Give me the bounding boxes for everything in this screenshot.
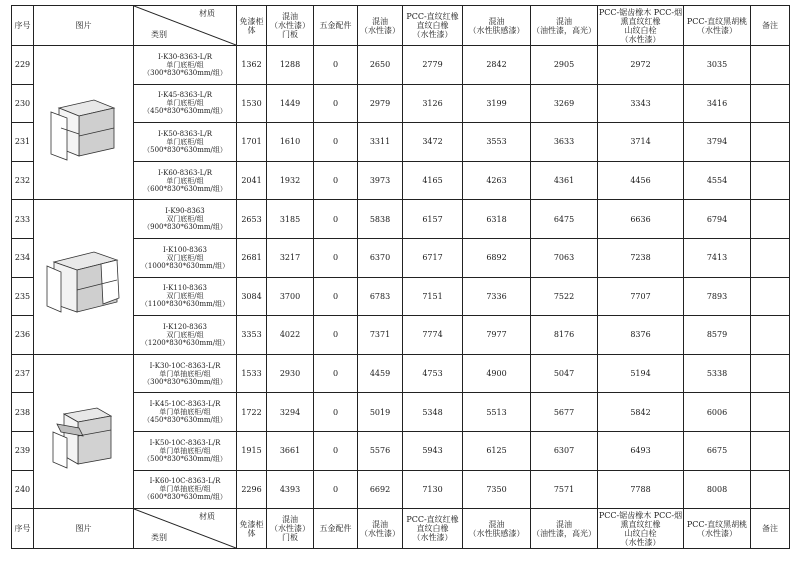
remark-cell xyxy=(751,470,790,509)
mixed-oil-price: 6307 xyxy=(531,431,598,470)
header-mixed-oil-bottom-line: 混油 xyxy=(556,519,572,529)
product-description xyxy=(134,200,237,239)
paint-free-price: 2296 xyxy=(237,470,267,509)
header-pcc-red-oak-bottom-line: PCC-直纹红橡 xyxy=(406,515,459,525)
mixed-skin-price: 7350 xyxy=(463,470,531,509)
remark-cell xyxy=(751,84,790,123)
pcc-red-oak-price: 7151 xyxy=(403,277,463,316)
mixed-skin-price: 6892 xyxy=(463,238,531,277)
product-description xyxy=(134,393,237,432)
hardware-price: 0 xyxy=(314,431,358,470)
product-code: I-K60-8363-L/R xyxy=(157,168,213,177)
row-seq: 231 xyxy=(12,123,34,162)
product-image-cell xyxy=(34,200,134,354)
product-code: I-K100-8363 xyxy=(163,245,207,254)
paint-free-price: 2041 xyxy=(237,161,267,200)
header-paint-free-bottom xyxy=(237,509,267,549)
mixed-skin-price: 3199 xyxy=(463,84,531,123)
product-code: I-K45-10C-8363-L/R xyxy=(149,400,221,409)
header-image-bottom xyxy=(34,509,134,549)
mixed-oil-price: 7522 xyxy=(531,277,598,316)
remark-cell xyxy=(751,200,790,239)
remark-cell xyxy=(751,354,790,393)
mixed-oil-price: 7063 xyxy=(531,238,598,277)
header-mixed-water-bottom xyxy=(358,509,403,549)
header-seq-top xyxy=(12,6,34,46)
remark-cell xyxy=(751,161,790,200)
header-pcc-red-oak-bottom-line: 直纹白橡 xyxy=(416,524,449,534)
header-mixed-water-top-line: 混油 xyxy=(372,16,388,26)
product-type: 单门底柜/组 xyxy=(166,99,204,108)
paint-free-price: 2653 xyxy=(237,200,267,239)
pcc-red-oak-price: 6157 xyxy=(403,200,463,239)
mixed-oil-price: 6475 xyxy=(531,200,598,239)
mixed-door-price: 3185 xyxy=(267,200,314,239)
drawer-base-cabinet-icon xyxy=(39,386,129,476)
product-code: I-K30-8363-L/R xyxy=(157,52,213,61)
header-row-bottom xyxy=(12,509,790,549)
mixed-water-price: 5838 xyxy=(358,200,403,239)
header-mixed-door-top-line: 门板 xyxy=(282,30,298,39)
mixed-skin-price: 4263 xyxy=(463,161,531,200)
pcc-oak-price: 4456 xyxy=(598,161,684,200)
header-mixed-water-bottom-line: （水性漆） xyxy=(360,528,400,538)
header-mixed-door-bottom xyxy=(267,509,314,549)
header-category-material-bottom xyxy=(134,509,237,549)
paint-free-price: 1915 xyxy=(237,431,267,470)
header-material-label: 材质 xyxy=(199,9,215,18)
paint-free-price: 2681 xyxy=(237,238,267,277)
pcc-walnut-price: 6794 xyxy=(684,200,751,239)
header-pcc-oak-bottom-line: PCC-锯齿橡木 PCC-烟 xyxy=(598,510,683,520)
mixed-skin-price: 4900 xyxy=(463,354,531,393)
mixed-skin-price: 3553 xyxy=(463,123,531,162)
table-row xyxy=(12,200,790,239)
header-row-top xyxy=(12,6,790,46)
header-image-bottom-label: 图片 xyxy=(75,524,92,534)
mixed-door-price: 4393 xyxy=(267,470,314,509)
product-size: （500*830*630mm/组） xyxy=(143,454,227,463)
remark-cell xyxy=(751,431,790,470)
product-description xyxy=(134,238,237,277)
hardware-price: 0 xyxy=(314,46,358,85)
mixed-door-price: 3661 xyxy=(267,431,314,470)
mixed-water-price: 2650 xyxy=(358,46,403,85)
header-category-label: 类别 xyxy=(151,30,167,39)
mixed-water-price: 4459 xyxy=(358,354,403,393)
mixed-door-price: 3700 xyxy=(267,277,314,316)
header-mixed-oil-top-line: （油性漆，高光） xyxy=(532,25,596,35)
table-row xyxy=(12,354,790,393)
pcc-walnut-price: 6675 xyxy=(684,431,751,470)
header-hardware-bottom xyxy=(314,509,358,549)
paint-free-price: 1530 xyxy=(237,84,267,123)
pcc-oak-price: 5194 xyxy=(598,354,684,393)
mixed-door-price: 1610 xyxy=(267,123,314,162)
paint-free-price: 1533 xyxy=(237,354,267,393)
header-pcc-oak-bottom xyxy=(598,509,684,549)
pcc-red-oak-price: 5348 xyxy=(403,393,463,432)
header-pcc-walnut-top xyxy=(684,6,751,46)
product-code: I-K50-10C-8363-L/R xyxy=(149,438,221,447)
hardware-price: 0 xyxy=(314,123,358,162)
pcc-red-oak-price: 4753 xyxy=(403,354,463,393)
pcc-walnut-price: 6006 xyxy=(684,393,751,432)
product-description xyxy=(134,316,237,355)
pcc-oak-price: 7707 xyxy=(598,277,684,316)
remark-cell xyxy=(751,393,790,432)
header-pcc-red-oak-top xyxy=(403,6,463,46)
header-remark-bottom xyxy=(751,509,790,549)
product-description xyxy=(134,46,237,85)
diagonal-divider xyxy=(134,509,236,548)
product-description xyxy=(134,123,237,162)
hardware-price: 0 xyxy=(314,393,358,432)
product-description xyxy=(134,354,237,393)
product-type: 双门底柜/组 xyxy=(166,253,204,262)
product-type: 单门底柜/组 xyxy=(166,176,204,185)
header-pcc-oak-top-line: PCC-锯齿橡木 PCC-烟 xyxy=(598,7,683,17)
product-type: 单门单抽底柜/组 xyxy=(159,369,211,378)
pcc-red-oak-price: 7130 xyxy=(403,470,463,509)
mixed-oil-price: 3633 xyxy=(531,123,598,162)
product-description xyxy=(134,84,237,123)
header-mixed-water-top-line: （水性漆） xyxy=(360,25,400,35)
header-pcc-red-oak-bottom-line: （水性漆） xyxy=(412,533,453,543)
product-code: I-K30-10C-8363-L/R xyxy=(149,361,221,370)
product-size: （1200*830*630mm/组） xyxy=(140,338,230,347)
hardware-price: 0 xyxy=(314,200,358,239)
product-code: I-K50-8363-L/R xyxy=(157,129,213,138)
product-type: 双门底柜/组 xyxy=(166,330,204,339)
product-description xyxy=(134,161,237,200)
row-seq: 239 xyxy=(12,431,34,470)
product-description xyxy=(134,431,237,470)
pcc-red-oak-price: 5943 xyxy=(403,431,463,470)
mixed-water-price: 3973 xyxy=(358,161,403,200)
pcc-walnut-price: 7893 xyxy=(684,277,751,316)
header-mixed-door-bottom-line: 门板 xyxy=(282,533,298,543)
header-mixed-skin-bottom-line: 混油 xyxy=(488,519,505,529)
mixed-door-price: 3217 xyxy=(267,238,314,277)
mixed-skin-price: 5513 xyxy=(463,393,531,432)
mixed-oil-price: 2905 xyxy=(531,46,598,85)
product-size: （600*830*630mm/组） xyxy=(143,184,227,193)
header-paint-free-bottom-label: 免漆柜体 xyxy=(239,519,264,538)
mixed-water-price: 5576 xyxy=(358,431,403,470)
pcc-oak-price: 3343 xyxy=(598,84,684,123)
product-code: I-K120-8363 xyxy=(163,322,207,331)
header-mixed-oil-top xyxy=(531,6,598,46)
paint-free-price: 3084 xyxy=(237,277,267,316)
mixed-oil-price: 4361 xyxy=(531,161,598,200)
mixed-oil-price: 7571 xyxy=(531,470,598,509)
header-pcc-walnut-bottom-line: （水性漆） xyxy=(697,528,737,538)
header-remark-bottom-label: 备注 xyxy=(762,524,778,534)
remark-cell xyxy=(751,123,790,162)
header-mixed-water-bottom-line: 混油 xyxy=(372,519,388,529)
product-code: I-K60-10C-8363-L/R xyxy=(149,477,221,486)
product-size: （450*830*630mm/组） xyxy=(143,416,227,425)
header-category-label: 类别 xyxy=(151,533,167,543)
row-seq: 235 xyxy=(12,277,34,316)
mixed-skin-price: 6318 xyxy=(463,200,531,239)
product-type: 双门底柜/组 xyxy=(166,215,204,224)
header-mixed-door-bottom-line: （水性漆） xyxy=(270,524,310,534)
header-seq-bottom xyxy=(12,509,34,549)
pcc-walnut-price: 4554 xyxy=(684,161,751,200)
mixed-water-price: 2979 xyxy=(358,84,403,123)
mixed-water-price: 6370 xyxy=(358,238,403,277)
mixed-water-price: 5019 xyxy=(358,393,403,432)
header-mixed-water-top xyxy=(358,6,403,46)
mixed-door-price: 1932 xyxy=(267,161,314,200)
hardware-price: 0 xyxy=(314,277,358,316)
header-pcc-oak-bottom-line: 山纹白栓 xyxy=(624,528,657,538)
product-type: 单门底柜/组 xyxy=(166,60,204,69)
header-mixed-skin-top-line: （水性肤感漆） xyxy=(468,25,525,35)
header-pcc-walnut-bottom-line: PCC-直纹黑胡桃 xyxy=(686,519,748,529)
header-mixed-skin-top-line: 混油 xyxy=(488,16,505,26)
header-pcc-red-oak-bottom xyxy=(403,509,463,549)
pcc-red-oak-price: 7774 xyxy=(403,316,463,355)
pcc-oak-price: 5842 xyxy=(598,393,684,432)
mixed-skin-price: 2842 xyxy=(463,46,531,85)
diagonal-divider xyxy=(134,6,236,45)
header-hardware-top-label: 五金配件 xyxy=(319,21,352,30)
pcc-walnut-price: 3794 xyxy=(684,123,751,162)
header-category-material-top xyxy=(134,6,237,46)
pcc-oak-price: 7238 xyxy=(598,238,684,277)
mixed-water-price: 7371 xyxy=(358,316,403,355)
header-image-top-label: 图片 xyxy=(75,21,92,30)
mixed-door-price: 3294 xyxy=(267,393,314,432)
pcc-walnut-price: 5338 xyxy=(684,354,751,393)
product-type: 单门单抽底柜/组 xyxy=(159,485,211,494)
mixed-door-price: 1288 xyxy=(267,46,314,85)
header-seq-bottom-label: 序号 xyxy=(14,524,31,534)
header-pcc-oak-top-line: 山纹白栓 xyxy=(624,25,657,35)
row-seq: 229 xyxy=(12,46,34,85)
header-hardware-bottom-label: 五金配件 xyxy=(319,524,352,534)
pcc-walnut-price: 8008 xyxy=(684,470,751,509)
double-door-base-cabinet-icon xyxy=(39,232,129,322)
hardware-price: 0 xyxy=(314,161,358,200)
header-image-top xyxy=(34,6,134,46)
header-pcc-oak-top xyxy=(598,6,684,46)
mixed-oil-price: 8176 xyxy=(531,316,598,355)
hardware-price: 0 xyxy=(314,84,358,123)
mixed-oil-price: 5677 xyxy=(531,393,598,432)
pcc-red-oak-price: 3126 xyxy=(403,84,463,123)
paint-free-price: 3353 xyxy=(237,316,267,355)
header-hardware-top xyxy=(314,6,358,46)
product-image-cell xyxy=(34,46,134,200)
header-pcc-oak-bottom-line: （水性漆） xyxy=(620,537,661,547)
product-type: 双门底柜/组 xyxy=(166,292,204,301)
product-size: （300*830*630mm/组） xyxy=(143,377,227,386)
header-pcc-red-oak-top-line: （水性漆） xyxy=(412,30,453,39)
mixed-oil-price: 5047 xyxy=(531,354,598,393)
remark-cell xyxy=(751,46,790,85)
row-seq: 232 xyxy=(12,161,34,200)
product-type: 单门底柜/组 xyxy=(166,137,204,146)
product-size: （450*830*630mm/组） xyxy=(143,107,227,116)
product-size: （500*830*630mm/组） xyxy=(143,145,227,154)
row-seq: 238 xyxy=(12,393,34,432)
pcc-oak-price: 3714 xyxy=(598,123,684,162)
hardware-price: 0 xyxy=(314,238,358,277)
remark-cell xyxy=(751,277,790,316)
mixed-water-price: 3311 xyxy=(358,123,403,162)
pcc-walnut-price: 8579 xyxy=(684,316,751,355)
header-pcc-walnut-bottom xyxy=(684,509,751,549)
product-size: （600*830*630mm/组） xyxy=(143,493,227,502)
pcc-red-oak-price: 6717 xyxy=(403,238,463,277)
header-pcc-oak-top-line: （水性漆） xyxy=(620,34,661,44)
row-seq: 233 xyxy=(12,200,34,239)
product-type: 单门单抽底柜/组 xyxy=(159,408,211,417)
row-seq: 237 xyxy=(12,354,34,393)
single-door-base-cabinet-icon xyxy=(39,78,129,168)
product-code: I-K90-8363 xyxy=(165,207,205,216)
product-code: I-K45-8363-L/R xyxy=(157,91,213,100)
mixed-skin-price: 7977 xyxy=(463,316,531,355)
header-pcc-red-oak-top-line: PCC-直纹红橡 xyxy=(406,12,459,21)
remark-cell xyxy=(751,316,790,355)
product-size: （300*830*630mm/组） xyxy=(143,68,227,77)
pcc-red-oak-price: 3472 xyxy=(403,123,463,162)
mixed-door-price: 2930 xyxy=(267,354,314,393)
header-mixed-door-top-line: 混油 xyxy=(282,12,298,21)
pcc-oak-price: 6636 xyxy=(598,200,684,239)
product-description xyxy=(134,470,237,509)
header-mixed-oil-bottom-line: （油性漆，高光） xyxy=(532,528,596,538)
header-mixed-skin-bottom-line: （水性肤感漆） xyxy=(468,528,525,538)
header-mixed-skin-bottom xyxy=(463,509,531,549)
header-mixed-door-top xyxy=(267,6,314,46)
header-mixed-door-bottom-line: 混油 xyxy=(282,515,298,525)
product-size: （1000*830*630mm/组） xyxy=(140,261,230,270)
product-size: （900*830*630mm/组） xyxy=(143,223,227,232)
mixed-door-price: 1449 xyxy=(267,84,314,123)
hardware-price: 0 xyxy=(314,354,358,393)
price-sheet xyxy=(11,5,790,549)
hardware-price: 0 xyxy=(314,316,358,355)
pcc-oak-price: 8376 xyxy=(598,316,684,355)
header-pcc-oak-bottom-line: 熏直纹红橡 xyxy=(620,519,661,529)
header-pcc-walnut-top-line: PCC-直纹黑胡桃 xyxy=(686,16,748,26)
paint-free-price: 1701 xyxy=(237,123,267,162)
header-mixed-door-top-line: （水性漆） xyxy=(270,21,310,30)
row-seq: 240 xyxy=(12,470,34,509)
mixed-skin-price: 6125 xyxy=(463,431,531,470)
table-row xyxy=(12,46,790,85)
header-seq-top-label: 序号 xyxy=(14,21,31,30)
pcc-oak-price: 2972 xyxy=(598,46,684,85)
row-seq: 234 xyxy=(12,238,34,277)
product-code: I-K110-8363 xyxy=(163,284,207,293)
header-paint-free-top xyxy=(237,6,267,46)
product-type: 单门单抽底柜/组 xyxy=(159,446,211,455)
hardware-price: 0 xyxy=(314,470,358,509)
mixed-door-price: 4022 xyxy=(267,316,314,355)
pcc-walnut-price: 3035 xyxy=(684,46,751,85)
product-image-cell xyxy=(34,354,134,508)
header-mixed-skin-top xyxy=(463,6,531,46)
paint-free-price: 1722 xyxy=(237,393,267,432)
header-mixed-oil-top-line: 混油 xyxy=(556,16,572,26)
header-mixed-oil-bottom xyxy=(531,509,598,549)
mixed-oil-price: 3269 xyxy=(531,84,598,123)
paint-free-price: 1362 xyxy=(237,46,267,85)
pcc-red-oak-price: 2779 xyxy=(403,46,463,85)
product-description xyxy=(134,277,237,316)
header-paint-free-top-label: 免漆柜体 xyxy=(239,16,264,35)
mixed-water-price: 6692 xyxy=(358,470,403,509)
product-size: （1100*830*630mm/组） xyxy=(140,300,230,309)
pcc-walnut-price: 3416 xyxy=(684,84,751,123)
price-table xyxy=(11,5,790,549)
pcc-oak-price: 7788 xyxy=(598,470,684,509)
pcc-oak-price: 6493 xyxy=(598,431,684,470)
pcc-red-oak-price: 4165 xyxy=(403,161,463,200)
row-seq: 230 xyxy=(12,84,34,123)
pcc-walnut-price: 7413 xyxy=(684,238,751,277)
header-pcc-walnut-top-line: （水性漆） xyxy=(697,25,737,35)
mixed-water-price: 6783 xyxy=(358,277,403,316)
remark-cell xyxy=(751,238,790,277)
header-material-label: 材质 xyxy=(199,512,215,522)
mixed-skin-price: 7336 xyxy=(463,277,531,316)
header-pcc-red-oak-top-line: 直纹白橡 xyxy=(416,21,449,30)
header-pcc-oak-top-line: 熏直纹红橡 xyxy=(620,16,661,26)
header-remark-top-label: 备注 xyxy=(762,21,778,30)
header-remark-top xyxy=(751,6,790,46)
row-seq: 236 xyxy=(12,316,34,355)
